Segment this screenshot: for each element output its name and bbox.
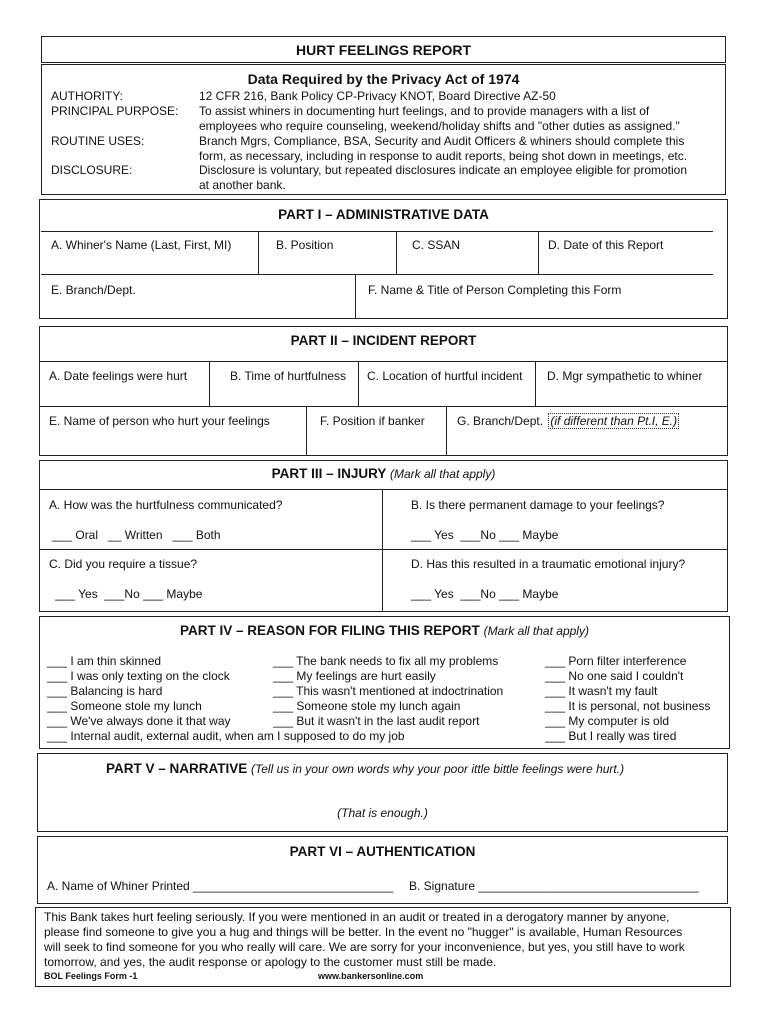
reason-item[interactable]: ___ My computer is old (545, 714, 670, 728)
divider (39, 361, 728, 362)
banker-position-field[interactable]: F. Position if banker (320, 414, 425, 428)
divider (306, 406, 307, 455)
part4-note: (Mark all that apply) (483, 624, 589, 638)
part1-heading: PART I – ADMINISTRATIVE DATA (278, 207, 489, 222)
tissue-question: C. Did you require a tissue? (49, 557, 198, 571)
divider (209, 361, 210, 406)
divider (41, 274, 713, 275)
uses-label: ROUTINE USES: (51, 134, 145, 148)
divider (538, 231, 539, 274)
branch-dept-field-2[interactable] (457, 414, 679, 428)
location-field[interactable]: C. Location of hurtful incident (367, 369, 523, 383)
reason-item[interactable]: ___ I am thin skinned (47, 654, 162, 668)
divider (355, 274, 356, 318)
traumatic-injury-options[interactable]: ___ Yes ___No ___ Maybe (411, 587, 559, 601)
reason-item[interactable]: ___ The bank needs to fix all my problems (273, 654, 499, 668)
divider (382, 489, 383, 611)
reason-item[interactable]: ___ No one said I couldn't (545, 669, 684, 683)
branch-dept-note: (if different than Pt.I, E.) (550, 414, 678, 428)
reason-item[interactable]: ___ Someone stole my lunch again (273, 699, 461, 713)
time-hurt-field[interactable]: B. Time of hurtfulness (230, 369, 347, 383)
mgr-sympathetic-field[interactable]: D. Mgr sympathetic to whiner (547, 369, 703, 383)
authority-text: 12 CFR 216, Bank Policy CP-Privacy KNOT, Board Directive AZ-50 (199, 89, 556, 103)
communication-question: A. How was the hurtfulness communicated? (49, 498, 283, 512)
disclosure-line1: Disclosure is voluntary, but repeated disclosures indicate an employee eligible for promotion (199, 163, 688, 177)
disclosure-line2: at another bank. (199, 178, 286, 192)
part2-heading: PART II – INCIDENT REPORT (290, 333, 477, 348)
divider (39, 406, 728, 407)
part4-heading: PART IV – REASON FOR FILING THIS REPORT (180, 623, 480, 638)
part3-heading-row (39, 466, 728, 481)
divider (396, 231, 397, 274)
reason-item[interactable]: ___ My feelings are hurt easily (273, 669, 436, 683)
privacy-heading: Data Required by the Privacy Act of 1974 (247, 71, 520, 87)
ssan-field[interactable]: C. SSAN (412, 238, 461, 252)
footer-line1: This Bank takes hurt feeling seriously. If you were mentioned in an audit or treated in a derogatory manner by anyone, (44, 910, 670, 924)
part5-heading: PART V – NARRATIVE (106, 761, 248, 776)
whiner-printed-name-field[interactable]: A. Name of Whiner Printed ______________________________ (47, 879, 394, 893)
uses-line2: form, as necessary, including in response to audit reports, being shot down in meetings, etc. (199, 149, 688, 163)
permanent-damage-question: B. Is there permanent damage to your feelings? (411, 498, 665, 512)
website-link[interactable]: www.bankersonline.com (318, 971, 424, 981)
purpose-line2: employees who require counseling, weekend/holiday shifts and "other duties as assigned." (199, 119, 680, 133)
report-date-field[interactable]: D. Date of this Report (548, 238, 664, 252)
branch-dept-label: G. Branch/Dept. (457, 414, 544, 428)
part5-note: (Tell us in your own words why your poor ittle bittle feelings were hurt.) (251, 762, 625, 776)
footer-line3: will seek to find someone for you who really will care. We are sorry for your inconvenience, but yes, you still have to work (44, 940, 685, 954)
reason-item[interactable]: ___ It is personal, not business (545, 699, 711, 713)
divider (358, 361, 359, 406)
branch-dept-field[interactable]: E. Branch/Dept. (51, 283, 136, 297)
footer-line4: tomorrow, and yes, the audit response or apology to the customer must still be made. (44, 955, 497, 969)
divider (258, 231, 259, 274)
whiner-name-field[interactable]: A. Whiner's Name (Last, First, MI) (51, 238, 232, 252)
part6-heading: PART VI – AUTHENTICATION (289, 844, 476, 859)
divider (39, 489, 728, 490)
part3-heading: PART III – INJURY (271, 466, 387, 481)
purpose-label: PRINCIPAL PURPOSE: (51, 104, 179, 118)
completer-name-field[interactable]: F. Name & Title of Person Completing this Form (368, 283, 622, 297)
divider (41, 231, 713, 232)
offender-name-field[interactable]: E. Name of person who hurt your feelings (49, 414, 270, 428)
footer-line2: please find someone to give you a hug and things will be better. In the event no "hugger" is available, Human Resources (44, 925, 683, 939)
form-title: HURT FEELINGS REPORT (295, 42, 471, 58)
authority-label: AUTHORITY: (51, 89, 124, 103)
divider (535, 361, 536, 406)
permanent-damage-options[interactable]: ___ Yes ___No ___ Maybe (411, 528, 559, 542)
reason-item[interactable]: ___ I was only texting on the clock (47, 669, 230, 683)
reason-item[interactable]: ___ But it wasn't in the last audit report (273, 714, 480, 728)
traumatic-injury-question: D. Has this resulted in a traumatic emotional injury? (411, 557, 686, 571)
disclosure-label: DISCLOSURE: (51, 163, 133, 177)
narrative-area[interactable] (37, 806, 728, 820)
reason-item[interactable]: ___ Internal audit, external audit, when am I supposed to do my job (47, 729, 405, 743)
part3-note: (Mark all that apply) (389, 467, 496, 481)
reason-item[interactable]: ___ Porn filter interference (545, 654, 687, 668)
uses-line1: Branch Mgrs, Compliance, BSA, Security and Audit Officers & whiners should complete this (199, 134, 685, 148)
divider (446, 406, 447, 455)
part5-heading-row (106, 761, 624, 776)
part4-heading-row (39, 623, 730, 638)
purpose-line1: To assist whiners in documenting hurt feelings, and to provide managers with a list of (199, 104, 650, 118)
communication-options[interactable]: ___ Oral __ Written ___ Both (52, 528, 221, 542)
form-id: BOL Feelings Form -1 (44, 971, 138, 981)
reason-item[interactable]: ___ We've always done it that way (47, 714, 231, 728)
reason-item[interactable]: ___ Someone stole my lunch (47, 699, 202, 713)
reason-item[interactable]: ___ It wasn't my fault (545, 684, 658, 698)
tissue-options[interactable]: ___ Yes ___No ___ Maybe (55, 587, 203, 601)
signature-field[interactable]: B. Signature _________________________________ (409, 879, 699, 893)
reason-item[interactable]: ___ Balancing is hard (47, 684, 163, 698)
position-field[interactable]: B. Position (276, 238, 334, 252)
reason-item[interactable]: ___ This wasn't mentioned at indoctrination (273, 684, 504, 698)
divider (39, 549, 728, 550)
date-hurt-field[interactable]: A. Date feelings were hurt (49, 369, 188, 383)
narrative-enough: (That is enough.) (337, 806, 428, 820)
reason-item[interactable]: ___ But I really was tired (545, 729, 677, 743)
